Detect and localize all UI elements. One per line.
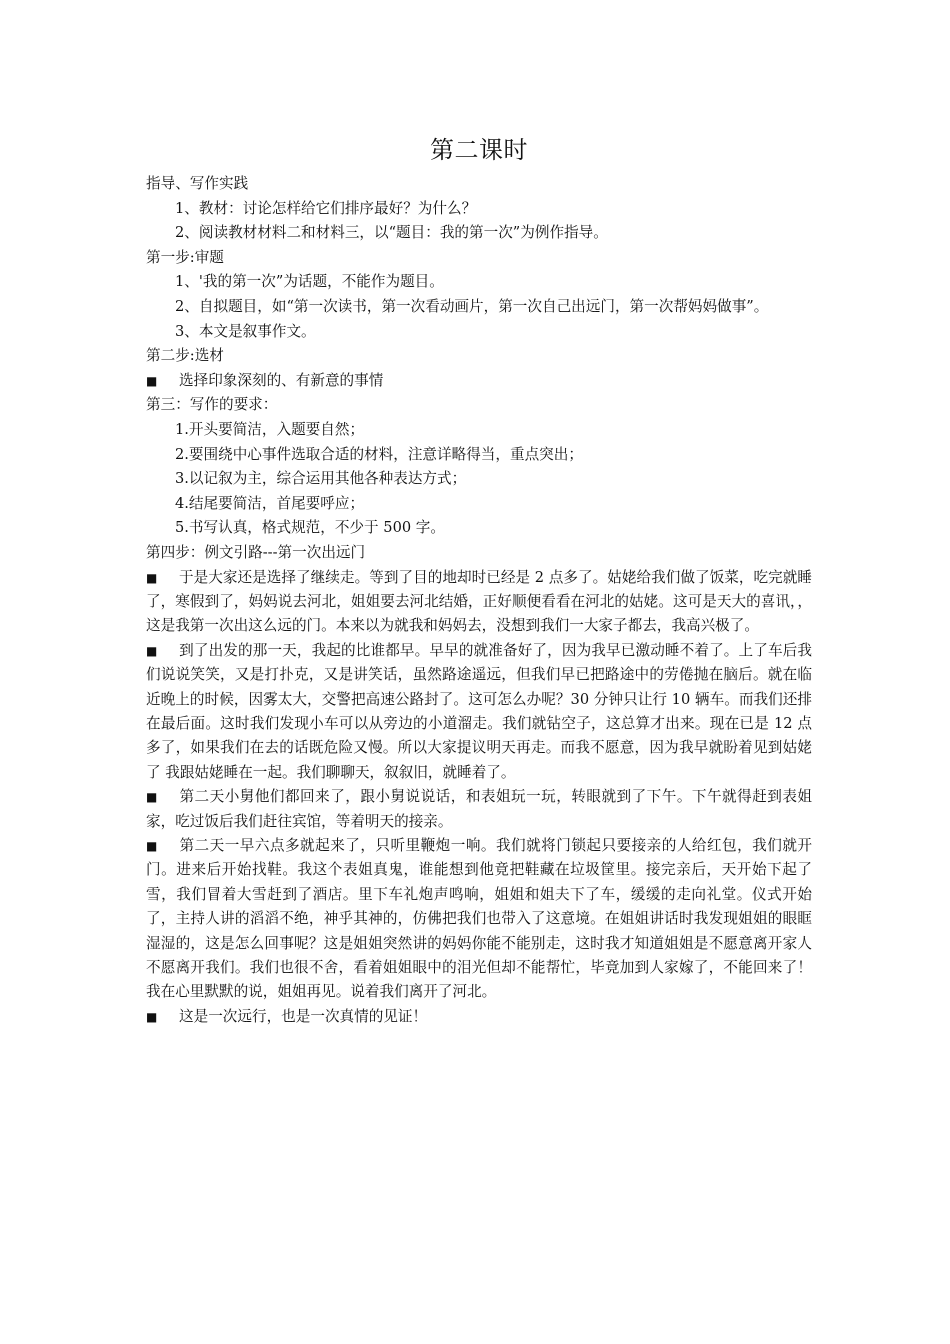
essay-paragraph — [146, 639, 812, 785]
bullet-icon: ■ — [146, 838, 158, 853]
bullet-icon: ■ — [146, 1009, 158, 1024]
step3-heading: 第三：写作的要求： — [146, 396, 278, 414]
document-page — [146, 130, 812, 1029]
step1-item: 2、自拟题目，如“第一次读书，第一次看动画片，第一次自己出远门，第一次帮妈妈做事”。 — [175, 297, 769, 315]
essay-paragraph-text: 于是大家还是选择了继续走。等到了目的地却时已经是 2 点多了。姑姥给我们做了饭菜，吃完就睡了，寒假到了，妈妈说去河北，姐姐要去河北结婚，正好顺便看看在河北的姑姥。这可是天大的喜讯，，这是我第一次出这么远的门。本来以为就我和妈妈去，没想到我们一大家子都去，我高兴极了。 — [146, 568, 812, 635]
essay-paragraph — [146, 566, 812, 639]
guide-heading: 指导、写作实践 — [146, 175, 249, 192]
step3-item: 1.开头要简洁，入题要自然； — [175, 420, 365, 438]
step4-heading: 第四步：例文引路---第一次出远门 — [146, 543, 366, 561]
essay — [146, 566, 812, 1030]
step3-item: 2.要围绕中心事件选取合适的材料，注意详略得当，重点突出； — [175, 445, 583, 463]
step1-heading: 第一步:审题 — [146, 248, 224, 266]
step1-item: 3、本文是叙事作文。 — [175, 322, 316, 340]
step3-item: 4.结尾要简洁，首尾要呼应； — [175, 494, 365, 512]
bullet-icon: ■ — [146, 790, 158, 805]
essay-paragraph-text: 这是一次远行，也是一次真情的见证！ — [179, 1007, 428, 1025]
bullet-icon: ■ — [146, 643, 158, 658]
step2-item — [146, 369, 812, 394]
step2-heading: 第二步:选材 — [146, 347, 224, 365]
step3-item: 5.书写认真，格式规范，不少于 500 字。 — [175, 519, 445, 537]
guide-item: 1、教材：讨论怎样给它们排序最好？为什么？ — [175, 199, 477, 217]
guide-item: 2、阅读教材材料二和材料三，以“题目：我的第一次”为例作指导。 — [175, 224, 608, 242]
page-title: 第二课时 — [430, 136, 528, 164]
step1-item: 1、'我的第一次”为话题，不能作为题目。 — [175, 273, 444, 291]
step3-item: 3.以记叙为主，综合运用其他各种表达方式； — [175, 470, 467, 488]
essay-paragraph-text: 到了出发的那一天，我起的比谁都早。早早的就准备好了，因为我早已激动睡不着了。上了车后我们说说笑笑，又是打扑克，又是讲笑话，虽然路途遥远，但我们早已把路途中的劳倦抛在脑后。就在临近晚上的时候，因雾太大，交警把高速公路封了。这可怎么办呢？30 分钟只让行 10 辆车。而我们还排在最后面。这时我们发现小车可以从旁边的小道溜走。我们就钻空子，这总算才出来。现在已是 12 点多了，如果我们在去的话既危险又慢。所以大家提议明天再走。而我不愿意，因为我早就盼着见到姑姥了 我跟姑姥睡在一起。我们聊聊天，叙叙旧，就睡着了。 — [146, 641, 812, 781]
essay-paragraph — [146, 785, 812, 834]
essay-paragraph — [146, 1005, 812, 1029]
essay-paragraph-text: 第二天一早六点多就起来了，只听里鞭炮一响。我们就将门锁起只要接亲的人给红包，我们就开门。进来后开始找鞋。我这个表姐真鬼，谁能想到他竟把鞋藏在垃圾筐里。接完亲后，天开始下起了雪，我们冒着大雪赶到了酒店。里下车礼炮声鸣响，姐姐和姐夫下了车，缓缓的走向礼堂。仪式开始了，主持人讲的滔滔不绝，神乎其神的，仿佛把我们也带入了这意境。在姐姐讲话时我发现姐姐的眼眶湿湿的，这是怎么回事呢？这是姐姐突然讲的妈妈你能不能别走，这时我才知道姐姐是不愿意离开家人不愿离开我们。我们也很不舍，看着姐姐眼中的泪光但却不能帮忙，毕竟加到人家嫁了，不能回来了！我在心里默默的说，姐姐再见。说着我们离开了河北。 — [146, 836, 812, 1001]
essay-paragraph-text: 第二天小舅他们都回来了，跟小舅说说话，和表姐玩一玩，转眼就到了下午。下午就得赶到表姐家，吃过饭后我们赶往宾馆，等着明天的接亲。 — [146, 788, 812, 830]
essay-paragraph — [146, 834, 812, 1005]
step2-item-text: 选择印象深刻的、有新意的事情 — [179, 371, 384, 389]
bullet-icon: ■ — [146, 570, 158, 585]
bullet-icon: ■ — [146, 373, 158, 388]
